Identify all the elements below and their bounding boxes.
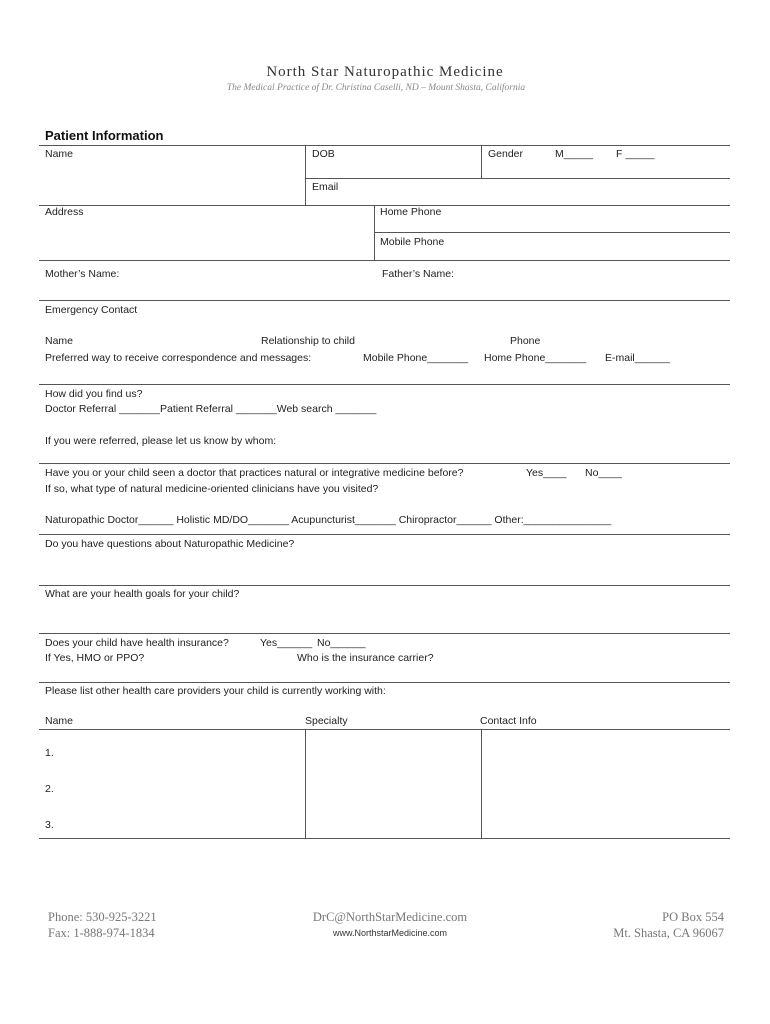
practice-subtitle: The Medical Practice of Dr. Christina Caselli, ND – Mount Shasta, California xyxy=(226,83,526,93)
divider xyxy=(305,145,306,205)
ec-phone-field[interactable]: Phone xyxy=(510,335,541,347)
rule xyxy=(39,384,730,385)
field-mobile-phone[interactable]: Mobile Phone xyxy=(380,236,445,248)
rule xyxy=(39,463,730,464)
insurance-question: Does your child have health insurance? xyxy=(45,637,229,649)
rule xyxy=(39,682,730,683)
referral-options[interactable]: Doctor Referral _______Patient Referral _______Web search _______ xyxy=(45,403,377,415)
referred-by-field[interactable]: If you were referred, please let us know by whom: xyxy=(45,435,277,447)
footer-po-box: PO Box 554 xyxy=(662,910,724,924)
providers-header-contact: Contact Info xyxy=(480,715,537,727)
rule xyxy=(39,838,730,839)
gender-m-option[interactable]: M_____ xyxy=(555,148,593,160)
field-mothers-name[interactable]: Mother’s Name: xyxy=(45,268,120,280)
emergency-contact-label: Emergency Contact xyxy=(45,304,138,316)
field-address[interactable]: Address xyxy=(45,206,84,218)
pref-mobile-option[interactable]: Mobile Phone_______ xyxy=(363,352,469,364)
field-gender: Gender xyxy=(488,148,524,160)
insurance-no-option[interactable]: No______ xyxy=(317,637,366,649)
rule xyxy=(39,145,730,146)
footer-website[interactable]: www.NorthstarMedicine.com xyxy=(332,928,448,938)
seen-doctor-question: Have you or your child seen a doctor that practices natural or integrative medicine before? xyxy=(45,467,464,479)
field-name[interactable]: Name xyxy=(45,148,74,160)
field-home-phone[interactable]: Home Phone xyxy=(380,206,442,218)
clinician-type-question: If so, what type of natural medicine-oriented clinicians have you visited? xyxy=(45,483,379,495)
rule xyxy=(305,178,730,179)
pref-email-option[interactable]: E-mail______ xyxy=(605,352,670,364)
rule xyxy=(39,729,730,730)
health-goals-field[interactable]: What are your health goals for your child? xyxy=(45,588,240,600)
footer-city: Mt. Shasta, CA 96067 xyxy=(613,926,724,940)
rule xyxy=(39,633,730,634)
providers-header-name: Name xyxy=(45,715,74,727)
divider xyxy=(481,145,482,178)
footer-email[interactable]: DrC@NorthStarMedicine.com xyxy=(312,910,468,924)
questions-field[interactable]: Do you have questions about Naturopathic Medicine? xyxy=(45,538,295,550)
gender-f-option[interactable]: F _____ xyxy=(616,148,655,160)
field-dob[interactable]: DOB xyxy=(312,148,335,160)
providers-header-specialty: Specialty xyxy=(305,715,348,727)
preferred-correspondence-label: Preferred way to receive correspondence and messages: xyxy=(45,352,312,364)
rule xyxy=(39,300,730,301)
seen-no-option[interactable]: No____ xyxy=(585,467,622,479)
hmo-ppo-field[interactable]: If Yes, HMO or PPO? xyxy=(45,652,145,664)
divider xyxy=(305,729,306,838)
provider-row[interactable]: 1. xyxy=(45,747,54,759)
pref-home-option[interactable]: Home Phone_______ xyxy=(484,352,587,364)
footer-phone: Phone: 530-925-3221 xyxy=(48,910,157,924)
divider xyxy=(481,729,482,838)
clinician-options[interactable]: Naturopathic Doctor______ Holistic MD/DO_______ Acupuncturist_______ Chiropractor______ Other:_______________ xyxy=(45,514,612,526)
rule xyxy=(39,585,730,586)
ec-relationship-field[interactable]: Relationship to child xyxy=(261,335,355,347)
rule xyxy=(39,534,730,535)
providers-label: Please list other health care providers your child is currently working with: xyxy=(45,685,386,697)
seen-yes-option[interactable]: Yes____ xyxy=(526,467,567,479)
field-email[interactable]: Email xyxy=(312,181,339,193)
field-fathers-name[interactable]: Father’s Name: xyxy=(382,268,454,280)
rule xyxy=(39,260,730,261)
provider-row[interactable]: 2. xyxy=(45,783,54,795)
insurance-carrier-field[interactable]: Who is the insurance carrier? xyxy=(297,652,434,664)
rule xyxy=(374,232,730,233)
section-title: Patient Information xyxy=(45,128,164,143)
footer-fax: Fax: 1-888-974-1834 xyxy=(48,926,155,940)
how-find-label: How did you find us? xyxy=(45,388,143,400)
ec-name-field[interactable]: Name xyxy=(45,335,74,347)
practice-title: North Star Naturopathic Medicine xyxy=(266,64,504,80)
insurance-yes-option[interactable]: Yes______ xyxy=(260,637,313,649)
provider-row[interactable]: 3. xyxy=(45,819,54,831)
